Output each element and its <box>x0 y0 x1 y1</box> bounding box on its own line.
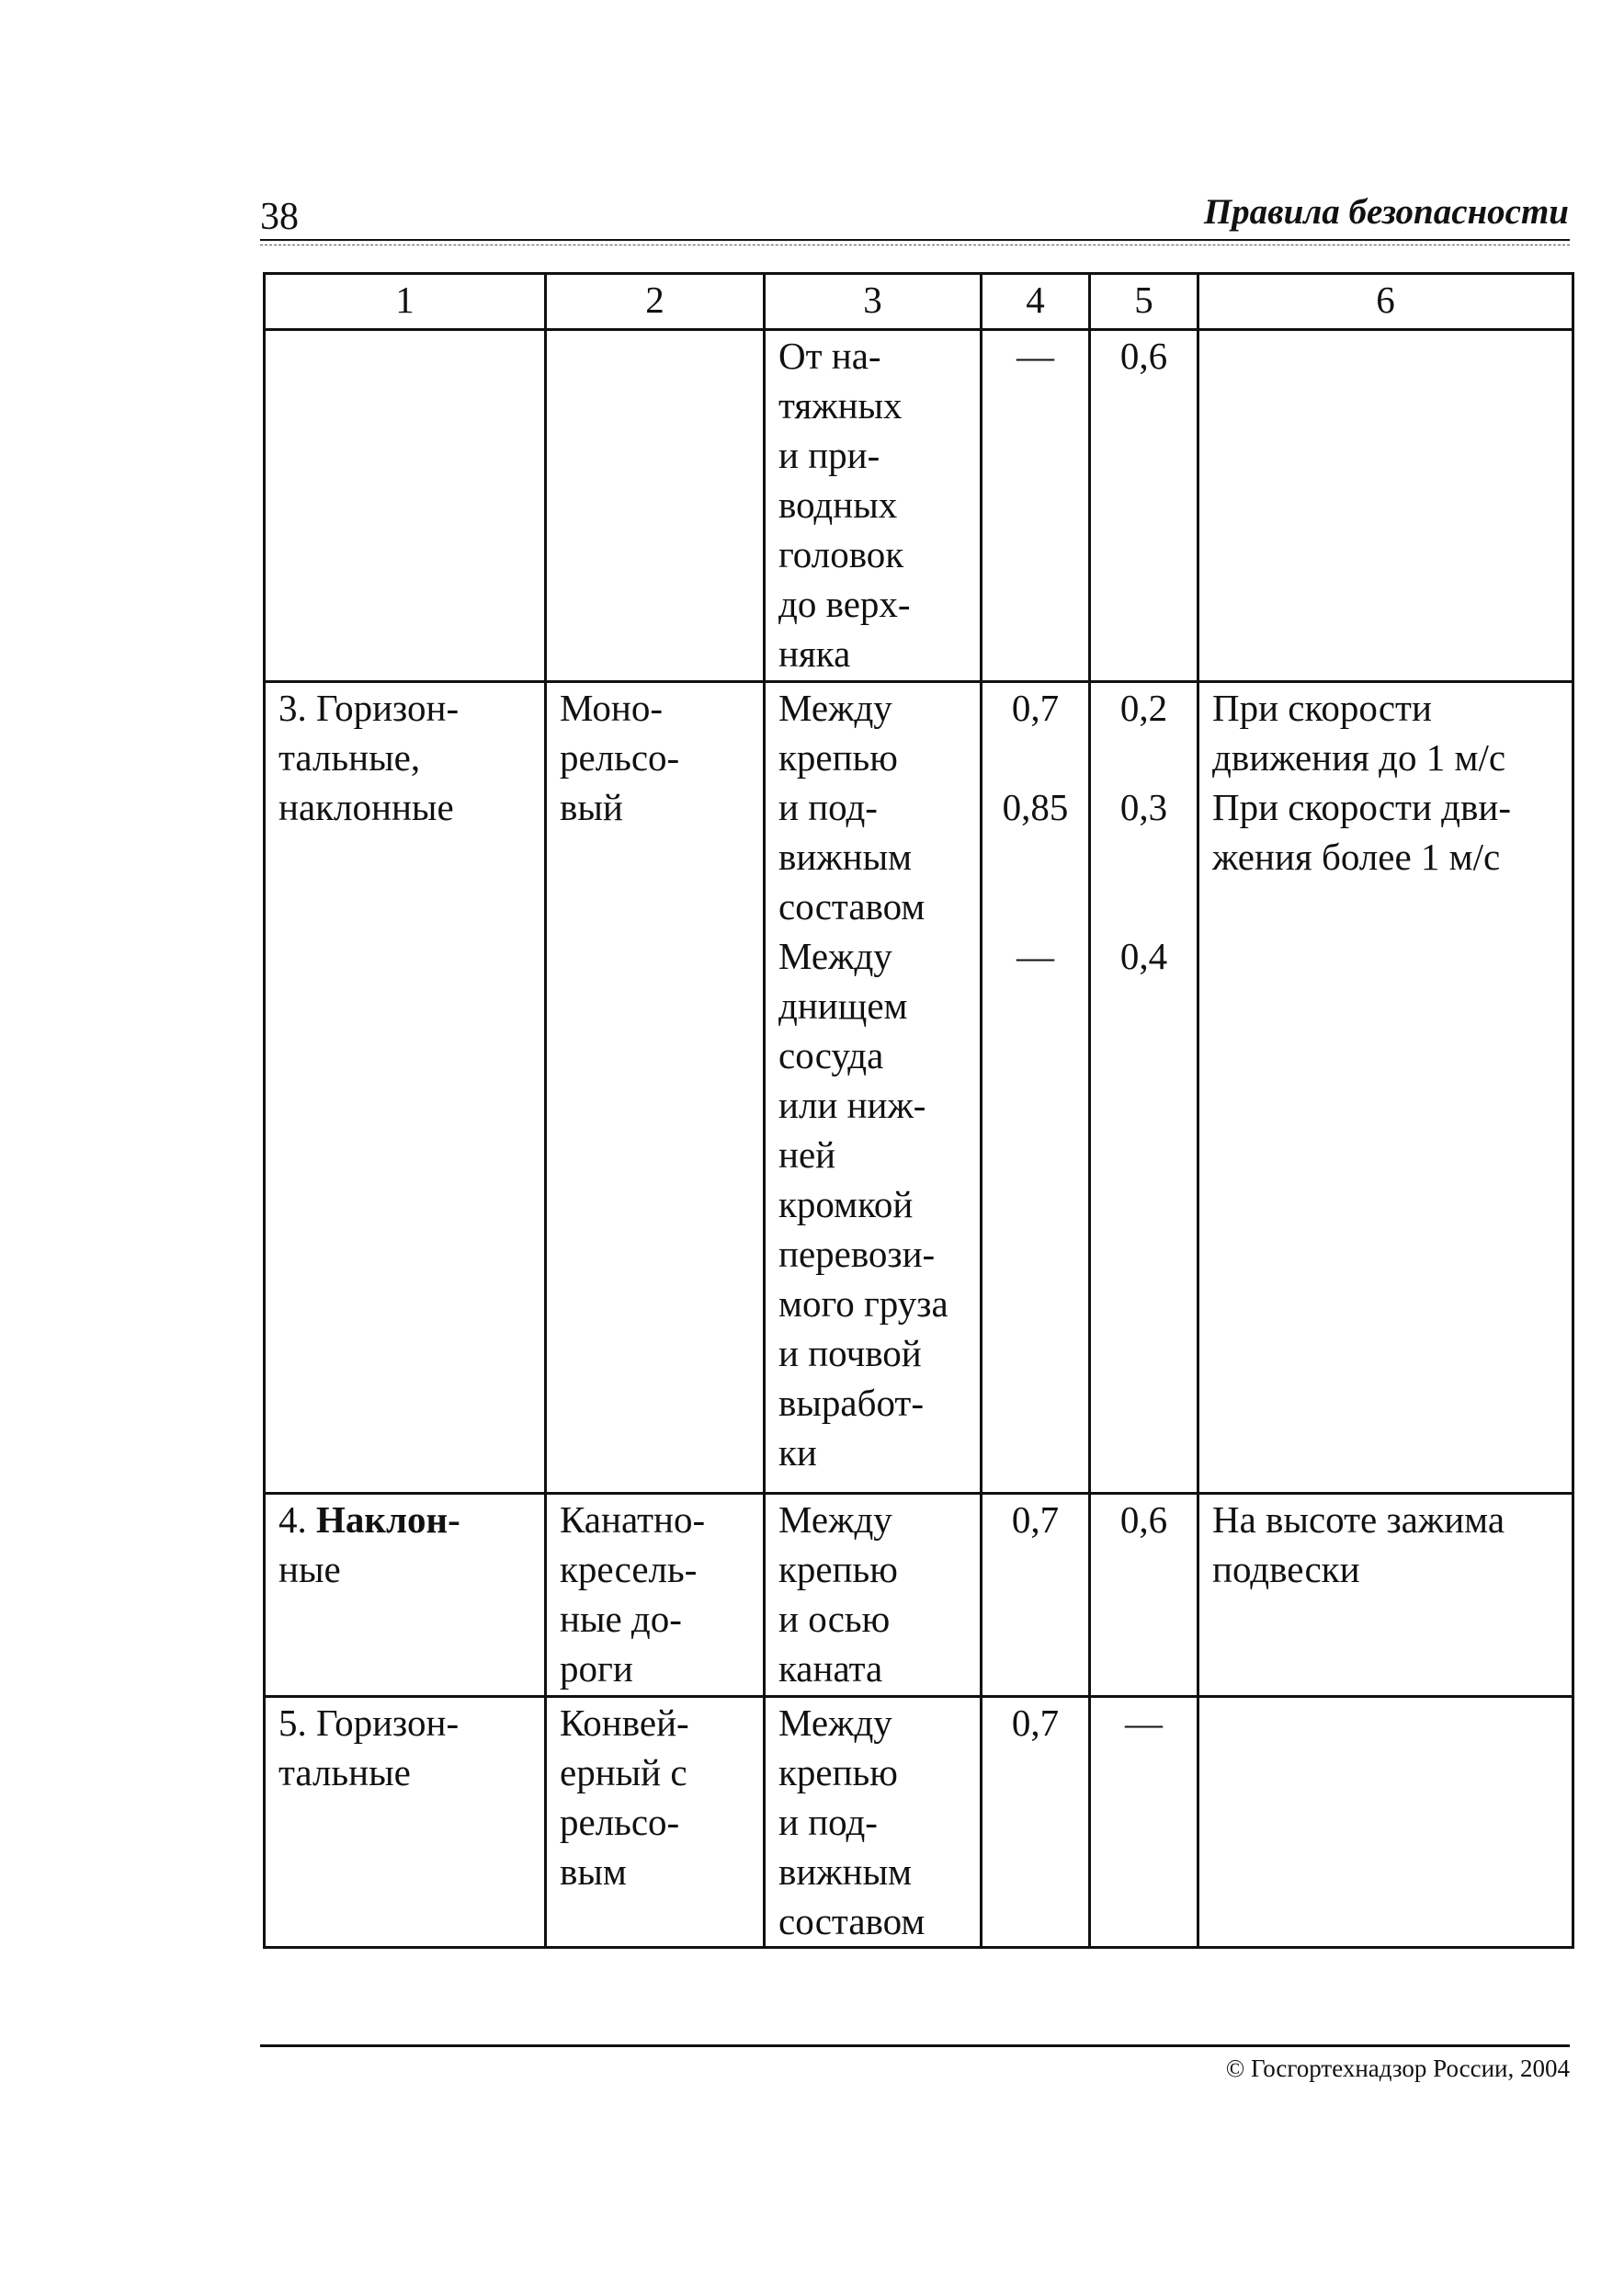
cell-text: Между днищем сосуда или ниж- ней кромкой перевози- мого груза и почвой выработ- ки <box>778 935 948 1474</box>
table-cell <box>765 682 982 1494</box>
table-cell <box>982 330 1090 682</box>
table-cell <box>265 1697 546 1948</box>
cell-value: 0,7 <box>1011 1702 1060 1744</box>
copyright-notice: © Госгортехнадзор России, 2004 <box>1225 2055 1570 2082</box>
spacer <box>986 733 1085 782</box>
cell-value: 0,7 <box>1011 1498 1060 1541</box>
cell-value: — <box>1016 935 1054 977</box>
running-title: Правила безопасности <box>1203 192 1569 232</box>
table-header-row <box>265 274 1573 330</box>
table-cell <box>1090 330 1198 682</box>
cell-text: 4. <box>278 1498 307 1541</box>
table-cell <box>1198 330 1573 682</box>
table-cell <box>1090 1494 1198 1697</box>
cell-value: 0,2 <box>1119 687 1168 729</box>
header-rule <box>260 239 1570 241</box>
column-header: 2 <box>546 274 765 330</box>
cell-text: При скорости дви- жения более 1 м/с <box>1212 786 1511 878</box>
table-cell <box>1090 1697 1198 1948</box>
cell-text: Между крепью и осью каната <box>778 1498 898 1690</box>
spacer <box>1095 832 1193 882</box>
table-row <box>265 330 1573 682</box>
cell-text: От на- тяжных и при- водных головок до верх- няка <box>778 335 911 675</box>
table-cell <box>1090 682 1198 1494</box>
table-cell <box>546 330 765 682</box>
cell-value: 0,6 <box>1119 1498 1168 1541</box>
table-cell <box>265 1494 546 1697</box>
table-cell <box>265 330 546 682</box>
cell-value: 0,6 <box>1119 335 1168 377</box>
cell-value: 0,4 <box>1119 935 1168 977</box>
cell-text: Между крепью и под- вижным составом <box>778 1702 926 1942</box>
table-cell <box>1198 1494 1573 1697</box>
table-cell <box>1198 682 1573 1494</box>
cell-value: 0,7 <box>1011 687 1060 729</box>
table-cell <box>765 1494 982 1697</box>
cell-text: На высоте зажима подвески <box>1212 1498 1505 1590</box>
table-cell <box>546 1494 765 1697</box>
table-row <box>265 682 1573 1494</box>
cell-text: Канатно- кресель- ные до- роги <box>560 1498 706 1690</box>
column-header: 4 <box>982 274 1090 330</box>
cell-value: — <box>1125 1702 1163 1744</box>
column-header: 1 <box>265 274 546 330</box>
table-cell <box>546 682 765 1494</box>
column-header: 5 <box>1090 274 1198 330</box>
cell-value: — <box>1016 335 1054 377</box>
cell-text: 3. Горизон- тальные, наклонные <box>278 687 460 828</box>
spacer <box>1095 882 1193 931</box>
table-row <box>265 1494 1573 1697</box>
cell-text: Наклон- <box>316 1498 460 1541</box>
footer-rule <box>260 2044 1570 2047</box>
table-row <box>265 1697 1573 1948</box>
spacer <box>986 882 1085 931</box>
cell-text: Конвей- ерный с рельсо- вым <box>560 1702 689 1893</box>
table-cell <box>265 682 546 1494</box>
cell-value: 0,3 <box>1119 786 1168 828</box>
cell-text: Между крепью и под- вижным составом <box>778 687 926 928</box>
cell-text: 5. Горизон- тальные <box>278 1702 460 1793</box>
table-cell <box>982 1697 1090 1948</box>
cell-text: Моно- рельсо- вый <box>560 687 680 828</box>
spacer <box>986 832 1085 882</box>
table-cell <box>982 682 1090 1494</box>
cell-value: 0,85 <box>1002 786 1069 828</box>
clearance-table <box>263 272 1574 1949</box>
page-number: 38 <box>260 196 299 238</box>
spacer <box>1095 733 1193 782</box>
table-cell <box>1198 1697 1573 1948</box>
table-cell <box>765 1697 982 1948</box>
column-header: 3 <box>765 274 982 330</box>
column-header: 6 <box>1198 274 1573 330</box>
table-cell <box>765 330 982 682</box>
cell-text: При скорости движения до 1 м/с <box>1212 687 1506 779</box>
table-cell <box>982 1494 1090 1697</box>
cell-text: ные <box>278 1548 341 1590</box>
table-cell <box>546 1697 765 1948</box>
